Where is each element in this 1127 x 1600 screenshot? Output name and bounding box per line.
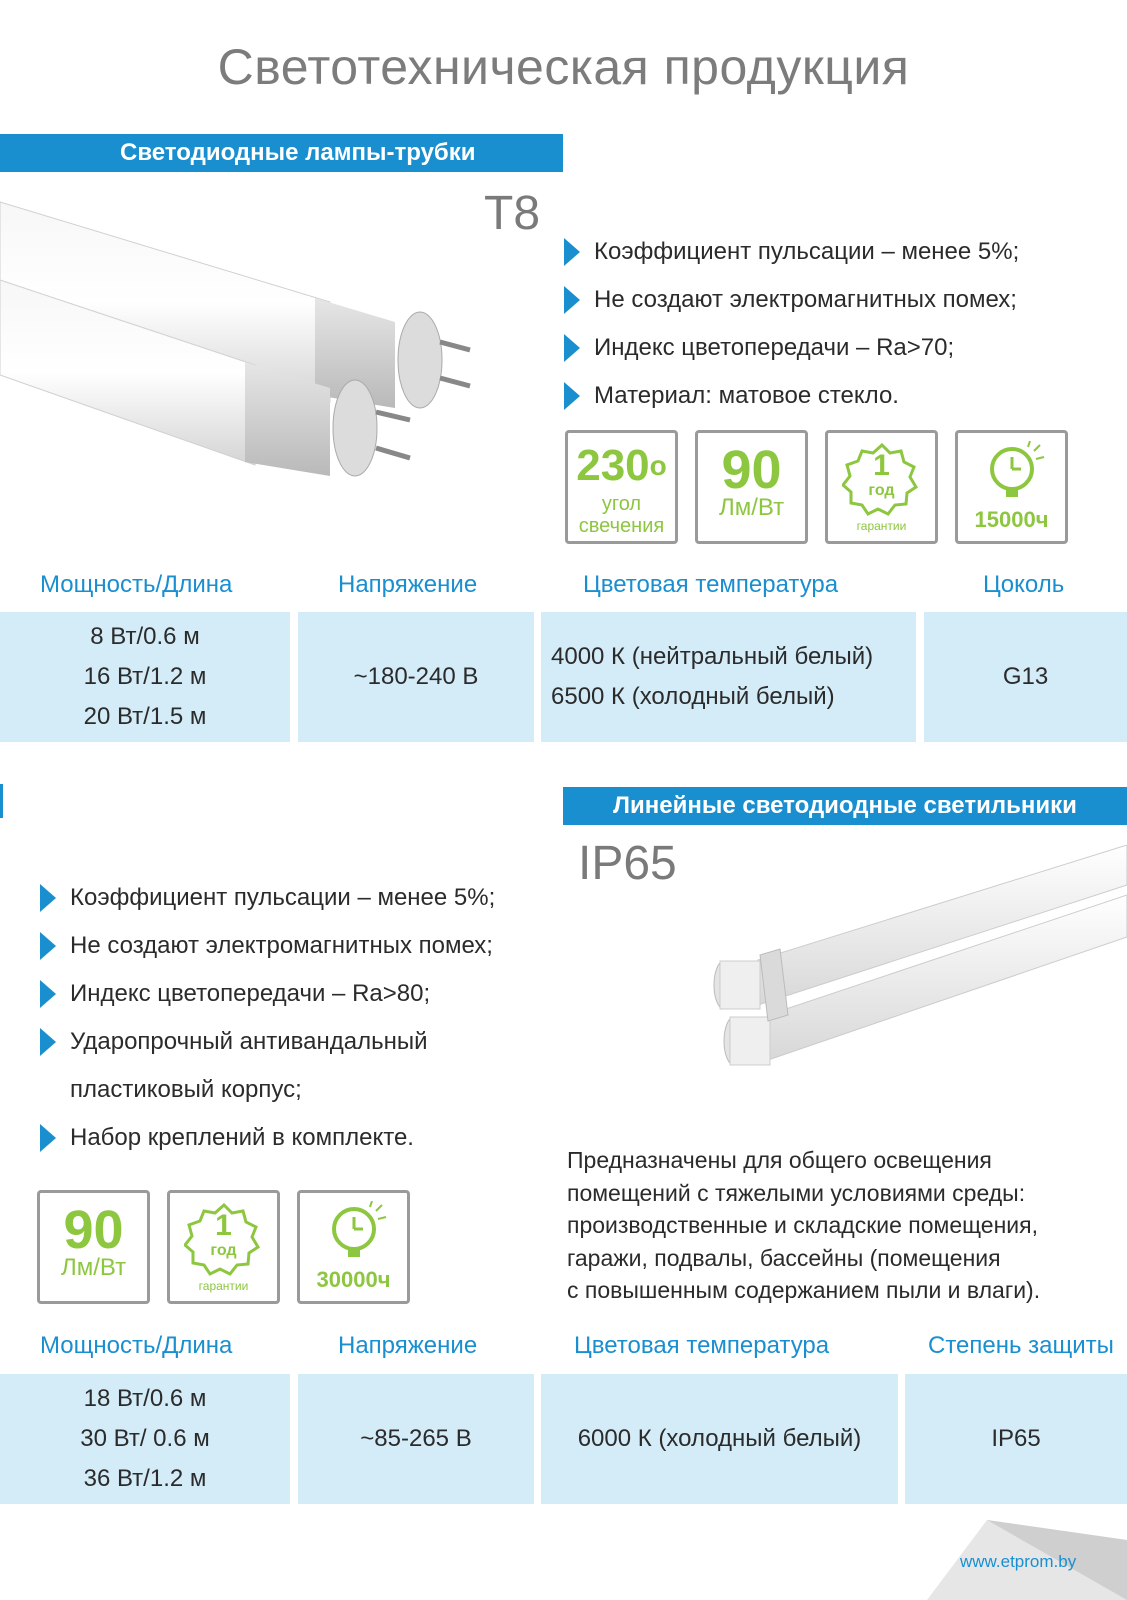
feature-text: Коэффициент пульсации – менее 5%;	[594, 238, 1020, 265]
specs-header-row	[0, 565, 1127, 609]
specs-header-row	[0, 1326, 1127, 1370]
degree-sign: о	[649, 450, 667, 481]
badge-efficacy-unit: Лм/Вт	[60, 1254, 127, 1281]
description-line: Предназначены для общего освещения	[567, 1147, 992, 1173]
power-value: 16 Вт/1.2 м	[83, 663, 207, 690]
feature-text: Не создают электромагнитных помех;	[594, 286, 1017, 313]
header-protection: Степень защиты	[928, 1332, 1114, 1359]
power-value: 30 Вт/ 0.6 м	[80, 1425, 210, 1452]
badge-lifetime-value: 15000ч	[974, 507, 1049, 532]
temp-value: 6000 К (холодный белый)	[577, 1425, 862, 1452]
feature-text: Коэффициент пульсации – менее 5%;	[70, 884, 496, 911]
specs-table-linear	[0, 1326, 1127, 1504]
cell-voltage	[298, 612, 534, 742]
cell-power	[0, 1374, 290, 1504]
description-text	[567, 1144, 1107, 1307]
specs-table-tubes	[0, 565, 1127, 742]
feature-item	[40, 974, 495, 1022]
edge-accent-bar	[0, 784, 3, 818]
feature-text: Индекс цветопередачи – Ra>70;	[594, 334, 955, 361]
badge-beam-angle	[565, 430, 678, 544]
badges-row-linear	[37, 1190, 410, 1304]
section-ribbon-linear: Линейные светодиодные светильники	[563, 787, 1127, 825]
badge-angle-value: 230	[576, 441, 650, 490]
badge-warranty-value: 1	[873, 449, 890, 482]
cell-color-temp	[541, 1374, 898, 1504]
badge-warranty-value: 1	[215, 1209, 232, 1242]
badge-lifetime	[955, 430, 1068, 544]
description-line: с повышенным содержанием пыли и влаги).	[567, 1277, 1041, 1303]
feature-item	[40, 926, 495, 974]
bullet-arrow-icon	[40, 884, 56, 912]
header-power: Мощность/Длина	[40, 571, 233, 598]
voltage-value: ~180-240 В	[353, 663, 479, 690]
badge-angle-text: свечения	[578, 515, 665, 537]
bullet-arrow-icon	[564, 238, 580, 266]
description-line: производственные и складские помещения,	[567, 1212, 1038, 1238]
bullet-arrow-icon	[564, 334, 580, 362]
feature-item	[564, 232, 1019, 280]
feature-text: Набор креплений в комплекте.	[70, 1124, 414, 1151]
clock-bulb-icon	[986, 441, 1046, 503]
features-list-linear	[40, 878, 495, 1166]
feature-item	[564, 376, 1019, 424]
badge-efficacy-value: 90	[721, 440, 782, 500]
badge-angle-text: угол	[601, 493, 642, 515]
cell-protection	[905, 1374, 1127, 1504]
feature-text: Ударопрочный антивандальный	[70, 1028, 428, 1055]
badge-efficacy-unit: Лм/Вт	[718, 494, 785, 521]
feature-item	[564, 280, 1019, 328]
bullet-arrow-icon	[40, 1124, 56, 1152]
badges-row-tubes	[565, 430, 1068, 544]
feature-text: Материал: матовое стекло.	[594, 382, 899, 409]
cell-voltage	[298, 1374, 534, 1504]
description-line: помещений с тяжелыми условиями среды:	[567, 1179, 1026, 1206]
badge-efficacy	[37, 1190, 150, 1304]
feature-item	[564, 328, 1019, 376]
feature-item	[40, 1118, 495, 1166]
model-label-t8: T8	[484, 187, 541, 240]
header-voltage: Напряжение	[338, 571, 478, 598]
feature-item	[40, 878, 495, 926]
header-socket: Цоколь	[983, 571, 1065, 598]
badge-warranty	[167, 1190, 280, 1304]
header-color-temp: Цветовая температура	[574, 1332, 830, 1359]
temp-value: 6500 К (холодный белый)	[551, 683, 835, 710]
clock-bulb-icon	[328, 1201, 388, 1263]
protection-value: IP65	[991, 1425, 1041, 1452]
website-link[interactable]: www.etprom.by	[960, 1552, 1077, 1571]
feature-text: Не создают электромагнитных помех;	[70, 932, 493, 959]
socket-value: G13	[1002, 663, 1049, 690]
badge-warranty-text: гарантии	[198, 1279, 249, 1293]
features-list-tubes	[564, 232, 1019, 424]
feature-text: Индекс цветопередачи – Ra>80;	[70, 980, 431, 1007]
header-color-temp: Цветовая температура	[583, 571, 839, 598]
cell-socket	[924, 612, 1127, 742]
power-value: 20 Вт/1.5 м	[83, 703, 207, 730]
badge-warranty-word: год	[868, 482, 895, 499]
power-value: 8 Вт/0.6 м	[90, 623, 200, 650]
power-value: 18 Вт/0.6 м	[83, 1385, 207, 1412]
badge-efficacy-value: 90	[63, 1200, 124, 1260]
specs-data-row	[0, 1374, 1127, 1504]
bullet-arrow-icon	[564, 382, 580, 410]
bullet-arrow-icon	[40, 1028, 56, 1056]
section-ribbon-tubes: Светодиодные лампы-трубки	[0, 134, 563, 172]
header-voltage: Напряжение	[338, 1332, 478, 1359]
badge-warranty	[825, 430, 938, 544]
temp-value: 4000 К (нейтральный белый)	[551, 643, 874, 670]
badge-warranty-text: гарантии	[856, 519, 907, 533]
feature-text: пластиковый корпус;	[70, 1076, 302, 1103]
specs-data-row	[0, 612, 1127, 742]
bullet-arrow-icon	[40, 932, 56, 960]
cell-power	[0, 612, 290, 742]
led-tube-image	[0, 190, 500, 510]
header-power: Мощность/Длина	[40, 1332, 233, 1359]
bullet-arrow-icon	[564, 286, 580, 314]
cell-color-temp	[541, 612, 916, 742]
badge-warranty-word: год	[210, 1242, 237, 1259]
badge-efficacy	[695, 430, 808, 544]
model-label-ip65: IP65	[578, 837, 677, 890]
badge-lifetime	[297, 1190, 410, 1304]
voltage-value: ~85-265 В	[360, 1425, 472, 1452]
power-value: 36 Вт/1.2 м	[83, 1465, 207, 1492]
page-title: Светотехническая продукция	[217, 39, 910, 95]
linear-luminaire-image	[710, 845, 1127, 1095]
description-line: гаражи, подвалы, бассейны (помещения	[567, 1244, 1001, 1271]
bullet-arrow-icon	[40, 980, 56, 1008]
feature-item	[40, 1022, 495, 1118]
badge-lifetime-value: 30000ч	[316, 1267, 391, 1292]
